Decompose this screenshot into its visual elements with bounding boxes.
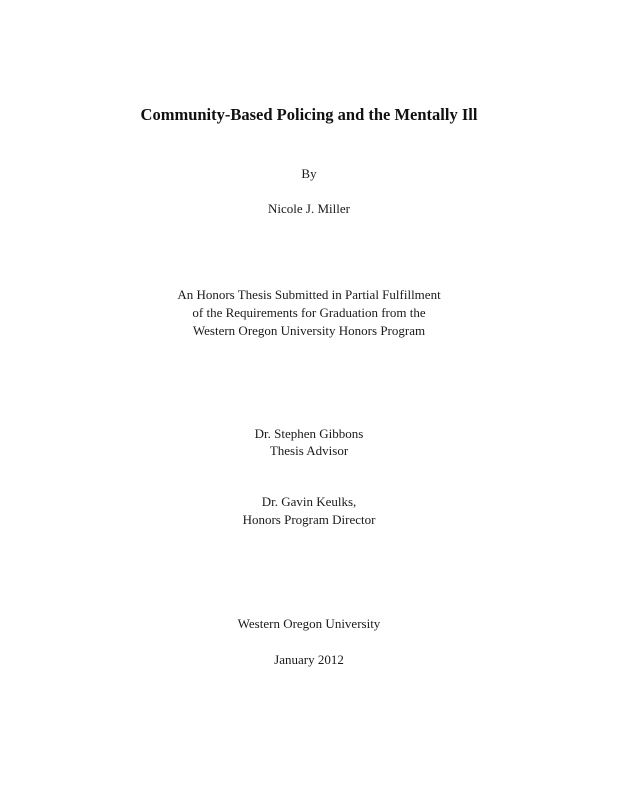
submission-line-3: Western Oregon University Honors Program xyxy=(192,323,426,338)
by-label: By xyxy=(301,166,317,181)
submission-line-1: An Honors Thesis Submitted in Partial Fulfillment xyxy=(177,287,441,302)
advisor-role: Thesis Advisor xyxy=(269,443,349,458)
institution: Western Oregon University xyxy=(237,616,381,631)
date: January 2012 xyxy=(274,652,344,667)
submission-line-2: of the Requirements for Graduation from the xyxy=(192,305,426,320)
author-name: Nicole J. Miller xyxy=(268,201,350,216)
director-name: Dr. Gavin Keulks, xyxy=(261,494,357,509)
advisor-name: Dr. Stephen Gibbons xyxy=(254,426,364,441)
director-role: Honors Program Director xyxy=(242,512,376,527)
thesis-title: Community-Based Policing and the Mentally Ill xyxy=(140,105,478,124)
